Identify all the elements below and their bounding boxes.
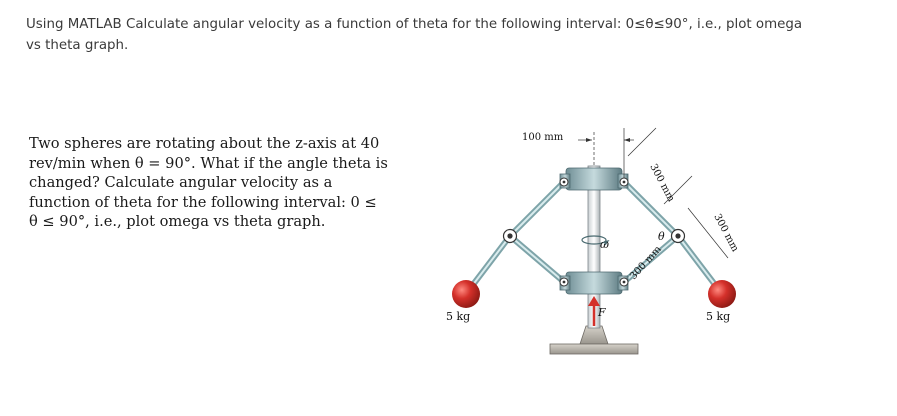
base bbox=[550, 326, 638, 354]
omega-label: ω bbox=[600, 238, 609, 251]
mass-right-label: 5 kg bbox=[706, 310, 731, 323]
dim-arm-outer-label: 300 mm bbox=[711, 212, 741, 254]
left-sphere bbox=[452, 280, 480, 308]
mass-left-label: 5 kg bbox=[446, 310, 471, 323]
dim-top-label: 100 mm bbox=[522, 132, 564, 143]
dim-arm-lower-label: 300 mm bbox=[628, 244, 664, 283]
problem-statement: Two spheres are rotating about the z-axis at 40 rev/min when θ = 90°. What if the angle theta is changed? Calculate angular velocity as a function of theta for the following interval: 0 ≤ θ ≤ 90°, i.e., plot omega vs theta graph. bbox=[29, 135, 388, 230]
governor-figure bbox=[438, 118, 758, 370]
right-sphere bbox=[708, 280, 736, 308]
bottom-collar bbox=[560, 272, 628, 294]
theta-label: θ bbox=[658, 230, 665, 243]
question-text: Using MATLAB Calculate angular velocity as a function of theta for the following interval: 0≤θ≤90°, i.e., plot omega vs theta graph. bbox=[26, 17, 803, 53]
top-collar bbox=[560, 168, 628, 190]
dim-arm-upper-label: 300 mm bbox=[647, 162, 677, 204]
force-label: F bbox=[598, 306, 606, 319]
